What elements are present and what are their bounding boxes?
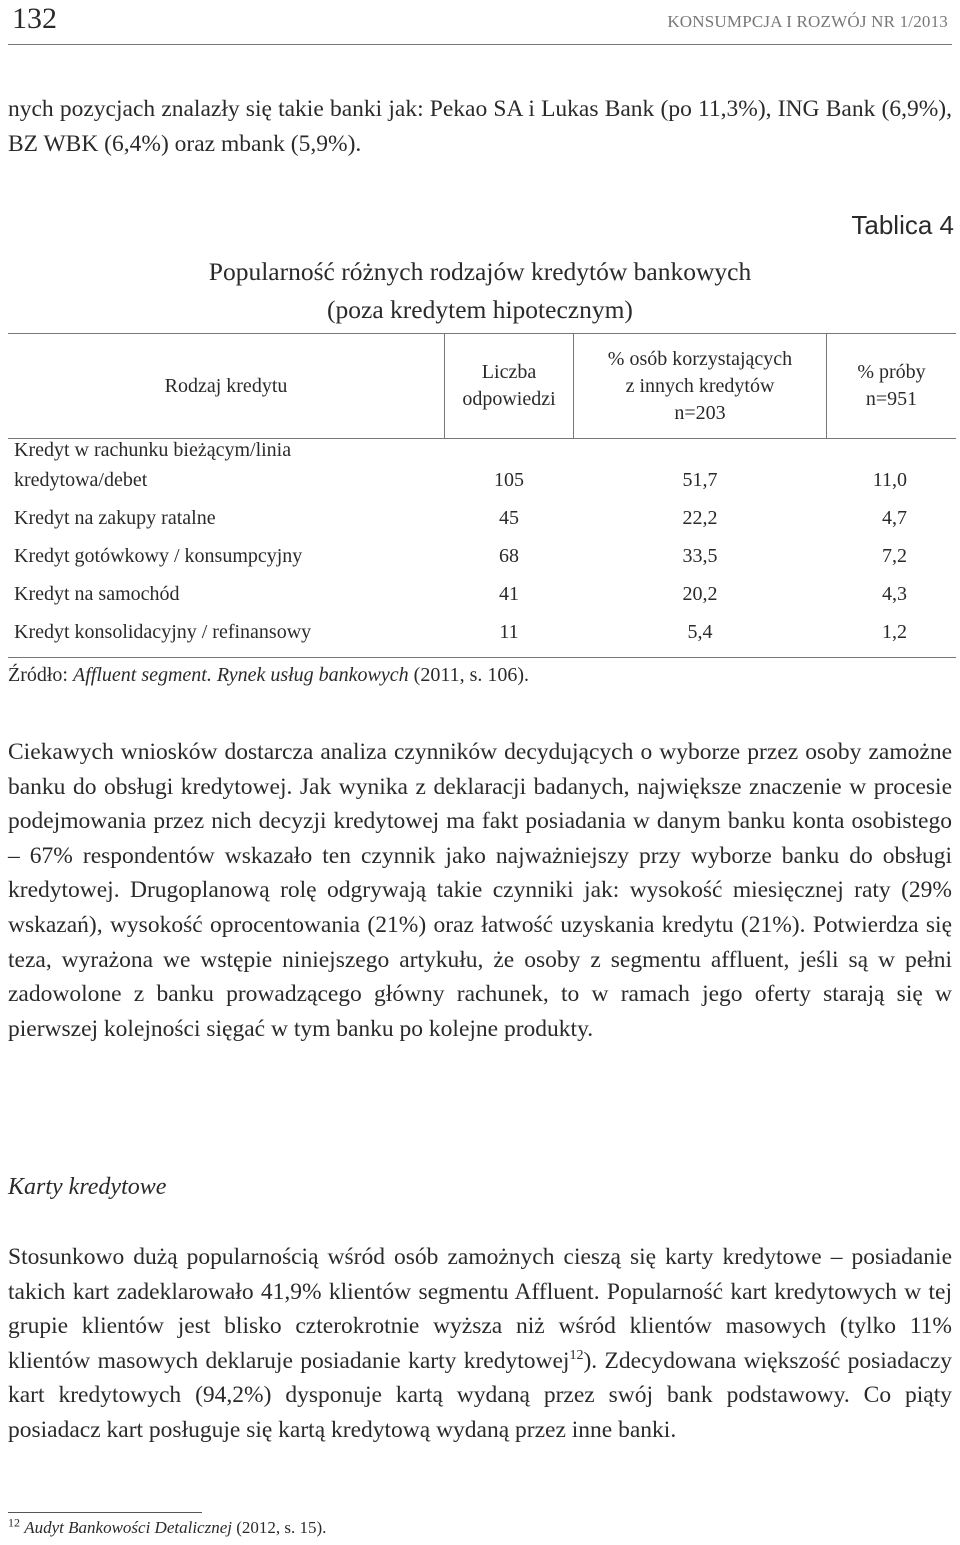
header-count: Liczba odpowiedzi bbox=[462, 361, 556, 410]
row-pct-sample: 4,3 bbox=[882, 583, 907, 605]
footnote-rule bbox=[8, 1512, 202, 1513]
row-pct-users: 20,2 bbox=[682, 583, 718, 605]
row-count: 45 bbox=[499, 507, 519, 529]
row-pct-sample: 4,7 bbox=[882, 507, 907, 529]
row-label: Kredyt na samochód bbox=[14, 583, 180, 605]
footnote: $^{12}$ Audyt Bankowości Detalicznej (2012, s. 15). bbox=[8, 1515, 327, 1537]
table-row bbox=[8, 541, 956, 579]
footnote-ref: 12 bbox=[569, 1347, 584, 1363]
table-label: Tablica 4 bbox=[851, 210, 954, 240]
row-count: 11 bbox=[499, 621, 519, 643]
table-row bbox=[8, 503, 956, 541]
table-title-line1: Popularność różnych rodzajów kredytów bankowych bbox=[208, 257, 752, 286]
table-title-line2: (poza kredytem hipotecznym) bbox=[327, 295, 633, 324]
row-label: Kredyt w rachunku bieżącym/linia kredytowa/debet bbox=[14, 439, 292, 491]
table-bottom-rule bbox=[8, 655, 956, 658]
row-count: 68 bbox=[499, 545, 519, 567]
header-pct-sample: % próby n=951 bbox=[857, 361, 926, 410]
row-pct-users: 51,7 bbox=[682, 469, 718, 491]
table-row bbox=[8, 439, 956, 503]
row-count: 105 bbox=[494, 469, 524, 491]
row-pct-users: 5,4 bbox=[687, 621, 713, 643]
row-count: 41 bbox=[499, 583, 519, 605]
journal-title: KONSUMPCJA I ROZWÓJ NR 1/2013 bbox=[667, 12, 948, 31]
row-label: Kredyt na zakupy ratalne bbox=[14, 507, 216, 529]
table-row bbox=[8, 579, 956, 617]
body-paragraph: Stosunkowo dużą popularnością wśród osób zamożnych cieszą się karty kredytowe – posiadanie takich kart zadeklarowało 41,9% klientów segmentu Affluent. Popularność kart kredytowych w tej grupie klientów jest blisko czterokrotnie wyższa niż wśród klientów masowych (tylko 11% klientów masowych deklaruje posiadanie karty kredytowej$^{12}$). Zdecydowana większość posiadaczy kart kredytowych (94,2%) dysponuje kartą wydaną przez swój bank podstawowy. Co piąty posiadacz kart posługuje się kartą kredytową wydaną przez inne banki. bbox=[8, 1244, 952, 1443]
intro-paragraph: nych pozycjach znalazły się takie banki jak: Pekao SA i Lukas Bank (po 11,3%), ING Bank (6,9%), BZ WBK (6,4%) oraz mbank (5,9%). bbox=[8, 96, 952, 157]
row-pct-users: 33,5 bbox=[682, 545, 718, 567]
body-paragraph: Ciekawych wniosków dostarcza analiza czynników decydujących o wyborze przez osoby zamożne banku do obsługi kredytowej. Jak wynika z deklaracji badanych, największe znaczenie w procesie podejmowania przez nich decyzji kredytowej ma fakt posiadania w danym banku konta osobistego – 67% respondentów wskazało ten czynnik jako najważniejszy przy wyborze banku do obsługi kredytowej. Drugoplanową rolę odgrywają takie czynniki jak: wysokość miesięcznej raty (29% wskazań), wysokość oprocentowania (21%) oraz łatwość uzyskania kredytu (21%). Potwierdza się teza, wyrażona we wstępie niniejszego artykułu, że osoby z segmentu affluent, jeśli są w pełni zadowolone z banku prowadzącego główny rachunek, to w ramach jego oferty starają się w pierwszej kolejności sięgać w tym banku po kolejne produkty. bbox=[8, 739, 952, 1042]
table-title bbox=[120, 253, 840, 329]
page-number: 132 bbox=[12, 2, 57, 35]
header-pct-users: % osób korzystających z innych kredytów n=203 bbox=[607, 347, 793, 424]
row-label: Kredyt konsolidacyjny / refinansowy bbox=[14, 621, 312, 643]
table-row bbox=[8, 617, 956, 655]
section-heading: Karty kredytowe bbox=[8, 1174, 167, 1200]
page-header bbox=[8, 0, 952, 45]
row-label: Kredyt gotówkowy / konsumpcyjny bbox=[14, 545, 303, 567]
row-pct-sample: 7,2 bbox=[882, 545, 907, 567]
table-source: Źródło: Affluent segment. Rynek usług bankowych (2011, s. 106). bbox=[8, 664, 530, 686]
table-header bbox=[8, 333, 956, 439]
credit-table bbox=[8, 333, 956, 658]
row-pct-sample: 1,2 bbox=[882, 621, 907, 643]
header-credit-type: Rodzaj kredytu bbox=[164, 374, 288, 397]
row-pct-sample: 11,0 bbox=[872, 469, 907, 491]
row-pct-users: 22,2 bbox=[682, 507, 718, 529]
